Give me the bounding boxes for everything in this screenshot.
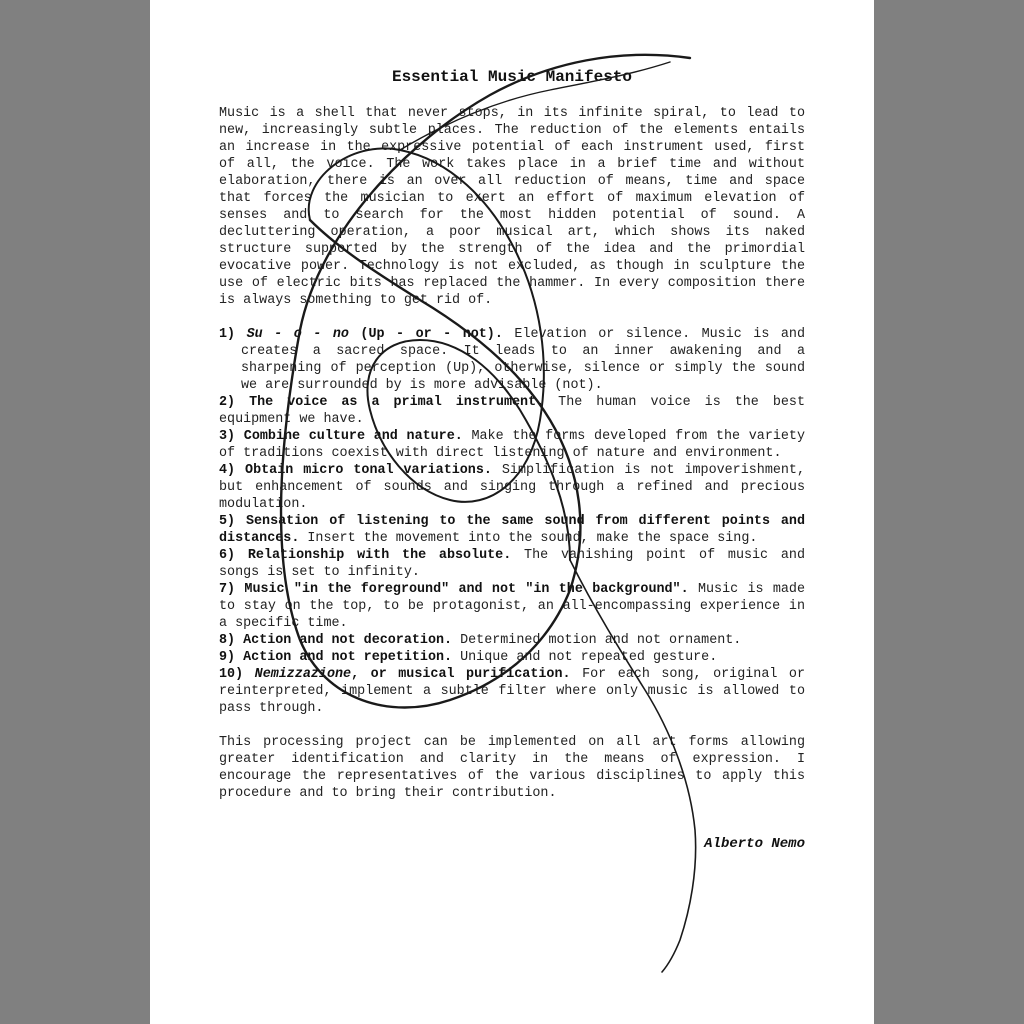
point-body: Determined motion and not ornament.: [452, 633, 742, 648]
point-8: [219, 632, 805, 649]
point-heading: (Up - or - not).: [348, 327, 503, 342]
intro-paragraph: Music is a shell that never stops, in its infinite spiral, to lead to new, increasingly subtle places. The reduction of the elements entails an increase in the expressive potential of each instrument used, first of all, the voice. The work takes place in a brief time and without elaboration, there is an over all reduction of means, time and space that forces the musician to exert an effort of maximum elevation of senses and to search for the most hidden potential of sound. A decluttering operation, a poor musical art, which shows its naked structure supported by the strength of the idea and the primordial evocative power. Technology is not excluded, as though in sculpture the use of electric bits has replaced the hammer. In every composition there is always something to get rid of.: [219, 106, 805, 308]
point-number: 4): [219, 463, 236, 478]
point-body: Insert the movement into the sound, make the space sing.: [299, 531, 758, 546]
point-9: [219, 649, 805, 666]
point-heading: Obtain micro tonal variations.: [245, 463, 492, 478]
point-3: [219, 428, 805, 462]
point-heading-italic: Nemizzazione: [254, 667, 352, 682]
point-number: 1): [219, 327, 236, 342]
point-number: 8): [219, 633, 236, 648]
point-body: The vanishing point of music and songs is set to infinity.: [219, 548, 805, 580]
point-1: [219, 326, 805, 394]
point-6: [219, 547, 805, 581]
point-heading: The voice as a primal instrument.: [249, 395, 545, 410]
point-body: Simplification is not impoverishment, but enhancement of sounds and singing through a refined and precious modulation.: [219, 463, 805, 512]
point-number: 3): [219, 429, 236, 444]
point-heading: Action and not decoration.: [243, 633, 453, 648]
point-number: 6): [219, 548, 236, 563]
point-heading: Combine culture and nature.: [243, 429, 463, 444]
point-body: Elevation or silence. Music is and creates a sacred space. It leads to an inner awakening and a sharpening of perception (Up), otherwise, silence or simply the sound we are surrounded by is more advisable (not).: [241, 327, 805, 393]
signature: Alberto Nemo: [704, 836, 805, 852]
point-7: [219, 581, 805, 632]
point-2: [219, 394, 805, 428]
point-number: 2): [219, 395, 236, 410]
point-4: [219, 462, 805, 513]
document-title: Essential Music Manifesto: [391, 68, 633, 86]
point-heading: Action and not repetition.: [243, 650, 453, 665]
point-5: [219, 513, 805, 547]
point-heading: Sensation of listening to the same sound from different points and distances.: [219, 514, 805, 546]
point-body: Make the forms developed from the variety of traditions coexist with direct listening of nature and environment.: [219, 429, 805, 461]
point-number: 9): [219, 650, 236, 665]
manifesto-content: [219, 66, 805, 853]
point-body: Music is made to stay on the top, to be protagonist, an all-encompassing experience in a specific time.: [219, 582, 805, 631]
manifesto-points: [219, 326, 805, 717]
document-page: [150, 0, 874, 1024]
point-heading: Music "in the foreground" and not "in the background".: [244, 582, 689, 597]
point-number: 10): [219, 667, 244, 682]
point-heading: Relationship with the absolute.: [247, 548, 512, 563]
point-number: 5): [219, 514, 236, 529]
point-10: [219, 666, 805, 717]
point-body: For each song, original or reinterpreted, implement a subtle filter where only music is allowed to pass through.: [219, 667, 805, 716]
point-body: Unique and not repeated gesture.: [452, 650, 718, 665]
point-heading: , or musical purification.: [351, 667, 571, 682]
closing-paragraph: This processing project can be implemented on all art forms allowing greater identification and clarity in the means of expression. I encourage the representatives of the various disciplines to apply this procedure and to bring their contribution.: [219, 735, 805, 801]
point-number: 7): [219, 582, 236, 597]
point-heading-italic: Su - o - no: [246, 327, 349, 342]
point-body: The human voice is the best equipment we have.: [219, 395, 805, 427]
